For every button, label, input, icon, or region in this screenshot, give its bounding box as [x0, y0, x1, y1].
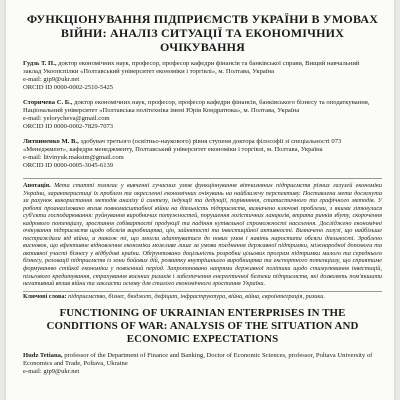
author-block-3: [23, 138, 382, 170]
article-title-ua: ФУНКЦІОНУВАННЯ ПІДПРИЄМСТВ УКРАЇНИ В УМОВАХ ВІЙНИ: АНАЛІЗ СИТУАЦІЇ ТА ЕКОНОМІЧНИХ ОЧІКУВАННЯ: [26, 12, 379, 54]
abstract-text: Мета статті полягає у вивченні сучасних умов функціонування вітчизняних підприємств різних галузей економіки України, характеристиці їх проблем та окресленні економічних очікувань на найближчу перспективу. Поставлена мета досягнута за рахунок використання методів аналізу й синтезу, індукції та дедукції, порівняння, статистичного та графічного методів. У роботі проаналізовано вплив повномасштабної війни на діяльність підприємств, визначено ключові проблеми, з якими зіткнулися суб'єкти господарювання: руйнування виробничих потужностей, порушення логістичних ланцюгів, втрата ринків збуту, скорочення кадрового потенціалу, зростання собівартості продукції та падіння купівельної спроможності населення. Досліджено економічні очікування підприємств щодо обсягів виробництва, цін, зайнятості та інвестиційної активності. Визначено галузі, що найбільше постраждали від війни, а також ті, що змогли адаптуватися до нових умов і навіть наростити обсяги діяльності. Зроблено висновок, що ефективне відновлення економіки можливе лише за умови поєднання державної підтримки, міжнародної допомоги та активної участі бізнесу у відбудові країни. Обґрунтовано доцільність розробки цільових програм підтримки малого та середнього бізнесу, релокації підприємств із зони бойових дій, розвитку внутрішнього виробництва та експортного потенціалу, що сприятиме формуванню стійкої економіки у повоєнний період. Запропоновано напрями державної політики щодо стимулювання інвестицій, пільгового кредитування, страхування воєнних ризиків і забезпечення енергетичної безпеки підприємств, які дозволять пом'якшити негативний вплив війни та закласти основу для сталого економічного зростання України.: [23, 182, 383, 288]
author-line-1: [23, 138, 382, 146]
author-name: Литвиненко М. В.,: [23, 138, 79, 145]
author-name: Сторичева С. Б.,: [23, 99, 73, 106]
page-content: [23, 12, 382, 376]
author-affiliation: доктор економічних наук, професор, професор кафедри фінансів та банківської справи, Вищий навчальний: [58, 60, 360, 67]
author-name: Гудзь Т. П.,: [23, 60, 57, 67]
keywords-label: Ключові слова:: [23, 292, 67, 300]
author-affiliation: доктор економічних наук, професор, професор кафедри фінансів, банківського бізнесу та оподаткування,: [74, 99, 370, 106]
author-affiliation-cont: «Менеджмент», кафедри менеджменту, Полтавський університет економіки і торгівлі, м. Полтава, Україна: [23, 146, 323, 153]
keywords-ua: [23, 293, 382, 301]
author-line-1: [23, 60, 382, 68]
author-affiliation-en-cont: of Economics and Trade, Poltava, Ukraine: [23, 352, 373, 368]
author-email-en: e-mail: gtp9@ukr.net: [23, 368, 80, 376]
author-block-en: [23, 352, 382, 376]
author-affiliation-cont: Національний університет «Полтавська політехніка імені Юрія Кондратюка», м. Полтава, Україна: [23, 107, 300, 114]
author-affiliation: здобувач третього (освітньо-наукового) рівня ступеня доктора філософії зі спеціальності 073: [80, 138, 342, 145]
author-name-en: Hudz Tetiana,: [23, 352, 63, 360]
paper-page: [6, 0, 394, 400]
abstract-label: Анотація.: [23, 182, 51, 189]
keywords-text: підприємство, бізнес, бюджет, дефіцит, інфраструктура, війна, війна, євроінтеграція, ризики.: [68, 292, 325, 300]
article-title-en: FUNCTIONING OF UKRAINIAN ENTERPRISES IN THE CONDITIONS OF WAR: ANALYSIS OF THE SITUATION AND ECONOMIC EXPECTATIONS: [46, 307, 359, 346]
author-orcid: ORCID ID 0000-0005-3045-6139: [23, 162, 114, 169]
author-orcid: ORCID ID 0000-0002-7829-7073: [23, 123, 114, 130]
author-email: e-mail: litvinyuk.maksim@gmail.com: [23, 154, 124, 161]
author-block-2: [23, 99, 382, 131]
author-email: e-mail: yelorycheva@gmail.com: [23, 115, 110, 122]
author-line-1: [23, 99, 382, 107]
author-block-1: [23, 60, 382, 92]
abstract-ua: [23, 178, 382, 292]
author-affiliation-cont: заклад Укоопспілки «Полтавський університет економіки і торгівлі», м. Полтава, Україна: [23, 68, 275, 75]
author-orcid: ORCID ID 0000-0002-2510-5425: [23, 84, 114, 91]
author-affiliation-en: professor of the Department of Finance and Banking, Doctor of Economic Sciences, professor, Poltava University: [64, 352, 366, 360]
author-email: e-mail: gtp9@ukr.net: [23, 76, 80, 83]
